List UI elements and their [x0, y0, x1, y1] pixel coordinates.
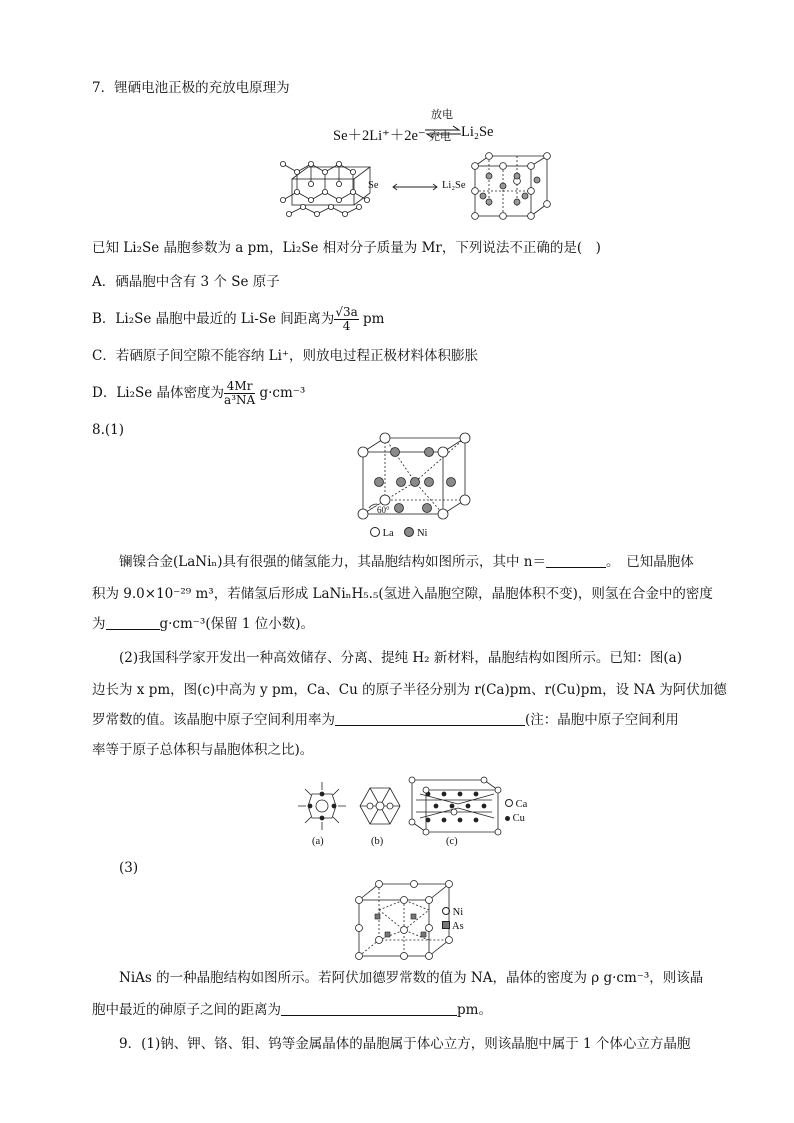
part3-line2-suffix: pm。 — [457, 1002, 492, 1018]
option-d-prefix: D．Li₂Se 晶体密度为 — [92, 385, 225, 401]
equation-arrow-top: 放电 — [431, 109, 453, 121]
legend-la-icon — [370, 527, 380, 537]
legend-cu-label: Cu — [512, 813, 525, 824]
part1-line3-suffix: g·cm⁻³(保留 1 位小数)。 — [159, 616, 315, 632]
option-d-numerator: 4Mr — [224, 380, 255, 394]
part2-line3-prefix: 罗常数的值。该晶胞中原子空间利用率为 — [92, 712, 335, 728]
q7-option-c: C．若硒原子间空隙不能容纳 Li⁺，则放电过程正极材料体积膨胀 — [92, 348, 479, 364]
answer-blank-utilization[interactable] — [335, 711, 525, 726]
li2se-crystal-diagram — [472, 153, 551, 220]
legend-la-ni — [370, 527, 427, 539]
q8-part3-line2 — [92, 1000, 492, 1020]
option-d-denominator: a³NA — [224, 393, 256, 407]
figure-a-label: (a) — [312, 836, 324, 847]
q8-part1-label: 8.(1) — [92, 422, 125, 438]
q7-equation — [333, 109, 573, 148]
q8-part1-line3 — [92, 614, 314, 634]
legend-as-label: As — [452, 921, 464, 932]
option-b-suffix: pm — [358, 311, 385, 327]
option-d-fraction — [224, 380, 255, 407]
lani-crystal-figure — [355, 432, 475, 522]
part1-line3-prefix: 为 — [92, 616, 106, 632]
equation-arrow-bottom: 充电 — [429, 131, 451, 143]
legend-la-label: La — [382, 528, 394, 539]
nias-crystal-figure — [355, 880, 455, 960]
label-se: Se — [368, 180, 379, 191]
option-b-numerator: √3a — [335, 305, 358, 319]
q7-title: 7．锂硒电池正极的充放电原理为 — [92, 80, 290, 96]
legend-ca-label: Ca — [515, 799, 528, 810]
double-arrow-icon — [393, 184, 437, 190]
answer-blank-n[interactable] — [546, 553, 606, 568]
q8-part3-line1: NiAs 的一种晶胞结构如图所示。若阿伏加德罗常数的值为 NA，晶体的密度为 ρ g·cm⁻³，则该晶 — [119, 970, 704, 986]
figure-a — [298, 782, 346, 830]
legend-ca-row — [505, 798, 527, 812]
legend-ni2-label: Ni — [452, 907, 464, 918]
option-d-suffix: g·cm⁻³ — [255, 385, 306, 401]
figure-c — [409, 777, 501, 835]
q9-line1: 9．(1)钠、钾、铬、钼、钨等金属晶体的晶胞属于体心立方，则该晶胞中属于 1 个体心立方晶胞 — [119, 1036, 691, 1052]
legend-ni-row — [442, 906, 464, 920]
equation-left: Se＋2Li⁺＋2e⁻ — [333, 128, 426, 144]
legend-ca-icon — [505, 799, 513, 807]
q7-option-b — [92, 306, 384, 333]
legend-as-icon — [442, 921, 450, 929]
legend-ni-icon — [404, 527, 414, 537]
option-b-denominator: 4 — [342, 319, 351, 333]
q7-option-d — [92, 380, 305, 407]
cacu-figures — [288, 772, 508, 840]
answer-blank-distance[interactable] — [281, 1001, 457, 1016]
q7-stem: 已知 Li₂Se 晶胞参数为 a pm，Li₂Se 相对分子质量为 Mr，下列说法不正确的是( ) — [92, 240, 601, 256]
figure-c-label: (c) — [446, 836, 458, 847]
legend-cu-icon — [505, 816, 510, 821]
q7-option-a: A．硒晶胞中含有 3 个 Se 原子 — [92, 274, 280, 290]
part2-line3-suffix: (注：晶胞中原子空间利用 — [525, 712, 679, 728]
legend-ni-label: Ni — [416, 528, 428, 539]
se-crystal-diagram — [280, 161, 370, 216]
q8-part1-line1 — [119, 552, 694, 572]
option-b-prefix: B．Li₂Se 晶胞中最近的 Li-Se 间距离为 — [92, 311, 335, 327]
part3-line2-prefix: 胞中最近的砷原子之间的距离为 — [92, 1002, 281, 1018]
legend-as-row — [442, 920, 464, 934]
q8-part2-line3 — [92, 710, 679, 730]
q8-part2-line1: (2)我国科学家开发出一种高效储存、分离、提纯 H₂ 新材料，晶胞结构如图所示。已知：图(a) — [119, 650, 682, 666]
legend-ni2-icon — [442, 907, 450, 915]
legend-ni-as — [442, 906, 464, 934]
part1-line1-text: 镧镍合金(LaNiₙ)具有很强的储氢能力，其晶胞结构如图所示，其中 n＝ — [119, 554, 547, 570]
answer-blank-density[interactable] — [106, 615, 160, 630]
q8-part2-line2: 边长为 x pm，图(c)中高为 y pm，Ca、Cu 的原子半径分别为 r(Ca)pm、r(Cu)pm，设 NA 为阿伏加德 — [92, 682, 727, 698]
q8-part3-label: (3) — [119, 860, 139, 876]
figure-b — [360, 788, 400, 824]
legend-cu-row — [505, 812, 527, 826]
option-b-fraction — [334, 306, 358, 333]
q7-crystal-figure — [275, 152, 565, 227]
label-li2se: Li₂Se — [442, 180, 466, 191]
q8-part1-line2: 积为 9.0×10⁻²⁹ m³，若储氢后形成 LaNiₙH₅.₅(氢进入晶胞空隙，晶胞体积不变)，则氢在合金中的密度 — [92, 586, 713, 602]
equation-right: Li₂Se — [461, 124, 494, 140]
q8-part2-line4: 率等于原子总体积与晶胞体积之比)。 — [92, 742, 314, 758]
part1-line1-end: 。 已知晶胞体 — [606, 554, 694, 570]
label-angle: 60° — [377, 505, 390, 515]
legend-ca-cu — [505, 798, 527, 826]
figure-b-label: (b) — [371, 836, 384, 847]
